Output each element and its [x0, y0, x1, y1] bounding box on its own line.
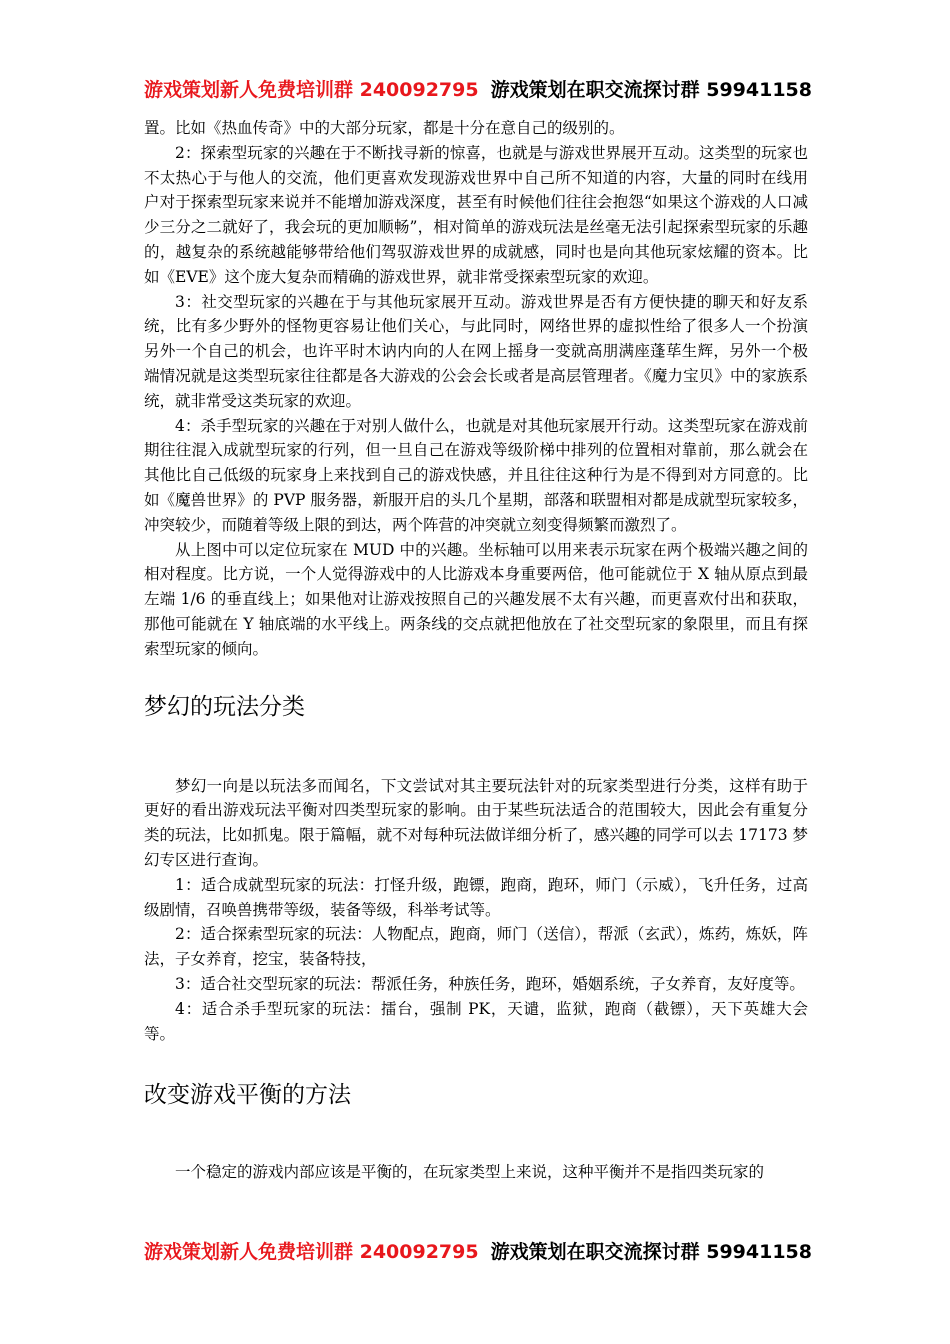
training-group-text: 游戏策划新人免费培训群 240092795: [144, 79, 479, 101]
header-banner: [144, 78, 844, 102]
footer-banner: [144, 1240, 844, 1264]
paragraph: 3：适合社交型玩家的玩法：帮派任务，种族任务，跑环，婚姻系统，子女养育，友好度等。: [175, 974, 805, 993]
training-group-text: 游戏策划新人免费培训群 240092795: [144, 1241, 479, 1263]
paragraph: 从上图中可以定位玩家在 MUD 中的兴趣。坐标轴可以用来表示玩家在两个极端兴趣之间的相对程度。比方说，一个人觉得游戏中的人比游戏本身重要两倍，他可能就位于 X 轴从原点到最左端 1/6 的垂直线上；如果他对让游戏按照自己的兴趣发展不太有兴趣，而更喜欢付出和获取，那他可能就在 Y 轴底端的水平线上。两条线的交点就把他放在了社交型玩家的象限里，而且有探索型玩家的倾向。: [144, 540, 808, 658]
paragraph: 1：适合成就型玩家的玩法：打怪升级，跑镖，跑商，跑环，师门（示威），飞升任务，过高级剧情，召唤兽携带等级，装备等级，科举考试等。: [144, 875, 808, 919]
paragraph: 一个稳定的游戏内部应该是平衡的，在玩家类型上来说，这种平衡并不是指四类玩家的: [175, 1163, 765, 1182]
section-heading: 梦幻的玩法分类: [144, 693, 305, 720]
discussion-group-text: 游戏策划在职交流探讨群 59941158: [490, 1241, 812, 1263]
paragraph: 2：适合探索型玩家的玩法：人物配点，跑商，师门（送信），帮派（玄武），炼药，炼妖，阵法，子女养育，挖宝，装备特技，: [144, 925, 808, 969]
paragraph: 梦幻一向是以玩法多而闻名，下文尝试对其主要玩法针对的玩家类型进行分类，这样有助于更好的看出游戏玩法平衡对四类型玩家的影响。由于某些玩法适合的范围较大，因此会有重复分类的玩法，比如抓鬼。限于篇幅，就不对每种玩法做详细分析了，感兴趣的同学可以去 17173 梦幻专区进行查询。: [144, 776, 808, 869]
paragraph: 3：社交型玩家的兴趣在于与其他玩家展开互动。游戏世界是否有方便快捷的聊天和好友系统，比有多少野外的怪物更容易让他们关心，与此同时，网络世界的虚拟性给了很多人一个扮演另外一个自己的机会，也许平时木讷内向的人在网上摇身一变就高朋满座蓬荜生辉，另外一个极端情况就是这类型玩家往往都是各大游戏的公会会长或者是高层管理者。《魔力宝贝》中的家族系统，就非常受这类玩家的欢迎。: [144, 292, 808, 410]
discussion-group-text: 游戏策划在职交流探讨群 59941158: [490, 79, 812, 101]
paragraph: 4：适合杀手型玩家的玩法：擂台，强制 PK，天谴，监狱，跑商（截镖），天下英雄大会等。: [144, 999, 808, 1043]
paragraph: 置。比如《热血传奇》中的大部分玩家，都是十分在意自己的级别的。: [144, 119, 625, 137]
document-body: [144, 116, 808, 1185]
paragraph: 2：探索型玩家的兴趣在于不断找寻新的惊喜，也就是与游戏世界展开互动。这类型的玩家也不太热心于与他人的交流，他们更喜欢发现游戏世界中自己所不知道的内容，大量的同时在线用户对于探索型玩家来说并不能增加游戏深度，甚至有时候他们往往会抱怨“如果这个游戏的人口减少三分之二就好了，我会玩的更加顺畅”，相对简单的游戏玩法是丝毫无法引起探索型玩家的乐趣的，越复杂的系统越能够带给他们驾驭游戏世界的成就感，同时也是向其他玩家炫耀的资本。比如《EVE》这个庞大复杂而精确的游戏世界，就非常受探索型玩家的欢迎。: [144, 143, 808, 286]
paragraph: 4：杀手型玩家的兴趣在于对别人做什么，也就是对其他玩家展开行动。这类型玩家在游戏前期往往混入成就型玩家的行列，但一旦自己在游戏等级阶梯中排列的位置相对靠前，那么就会在其他比自己低级的玩家身上来找到自己的游戏快感，并且往往这种行为是不得到对方同意的。比如《魔兽世界》的 PVP 服务器，新服开启的头几个星期，部落和联盟相对都是成就型玩家较多，冲突较少，而随着等级上限的到达，两个阵营的冲突就立刻变得频繁而激烈了。: [144, 416, 808, 534]
section-heading: 改变游戏平衡的方法: [144, 1082, 351, 1109]
